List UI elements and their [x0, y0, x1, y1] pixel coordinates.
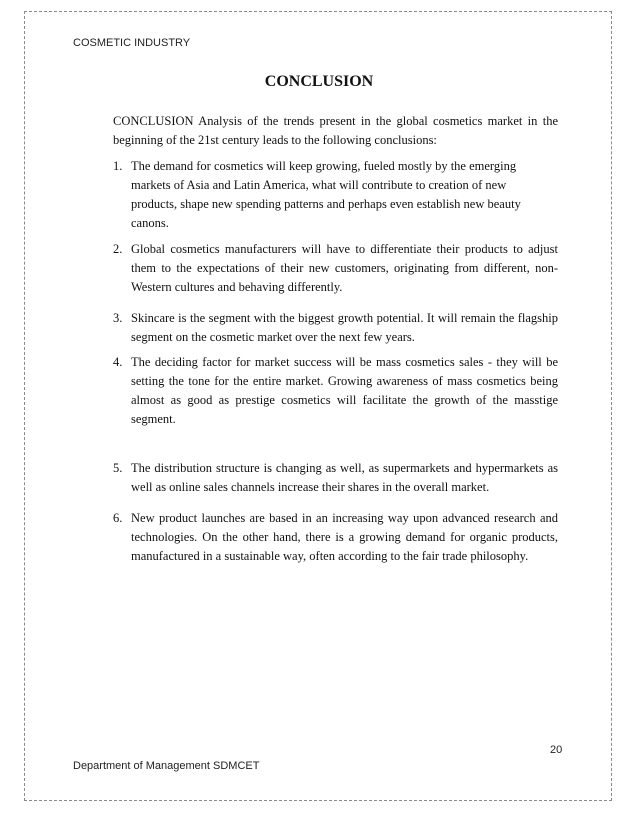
list-item-text: Global cosmetics manufacturers will have to differentiate their products to adjust them to the expectations of their new customers, originating from different, non-Western cultures and behaving differently. — [131, 242, 558, 294]
list-item-number: 3. — [113, 311, 123, 325]
page-footer: Department of Management SDMCET — [73, 760, 260, 772]
list-item-number: 4. — [113, 355, 123, 369]
list-item-text: The distribution structure is changing as well, as supermarkets and hypermarkets as well as online sales channels increase their shares in the overall market. — [131, 461, 558, 494]
list-item-text: New product launches are based in an increasing way upon advanced research and technologies. On the other hand, there is a growing demand for organic products, manufactured in a sustainable way, often according to the fair trade philosophy. — [131, 511, 558, 563]
intro-paragraph: CONCLUSION Analysis of the trends present in the global cosmetics market in the beginning of the 21st century leads to the following conclusions: — [113, 114, 558, 147]
list-item — [113, 157, 558, 233]
list-item-number: 2. — [113, 242, 123, 256]
list-item-text: The deciding factor for market success will be mass cosmetics sales - they will be setting the tone for the entire market. Growing awareness of mass cosmetics being almost as good as prestige cosmetics will facilitate the growth of the masstige segment. — [131, 355, 558, 426]
list-item-text: Skincare is the segment with the biggest growth potential. It will remain the flagship segment on the cosmetic market over the next few years. — [131, 311, 558, 344]
list-item — [113, 309, 558, 347]
page-title: CONCLUSION — [264, 73, 374, 90]
list-item-text: The demand for cosmetics will keep growing, fueled mostly by the emerging markets of Asia and Latin America, what will contribute to creation of new products, shape new spending patterns and perhaps even establish new beauty canons. — [131, 159, 521, 230]
list-item-number: 6. — [113, 511, 123, 525]
list-item — [113, 509, 558, 566]
running-header: COSMETIC INDUSTRY — [73, 37, 191, 49]
list-item — [113, 240, 558, 297]
list-item — [113, 353, 558, 429]
list-item-number: 5. — [113, 461, 123, 475]
list-item-number: 1. — [113, 159, 123, 173]
page-number: 20 — [550, 744, 563, 756]
list-item — [113, 459, 558, 497]
